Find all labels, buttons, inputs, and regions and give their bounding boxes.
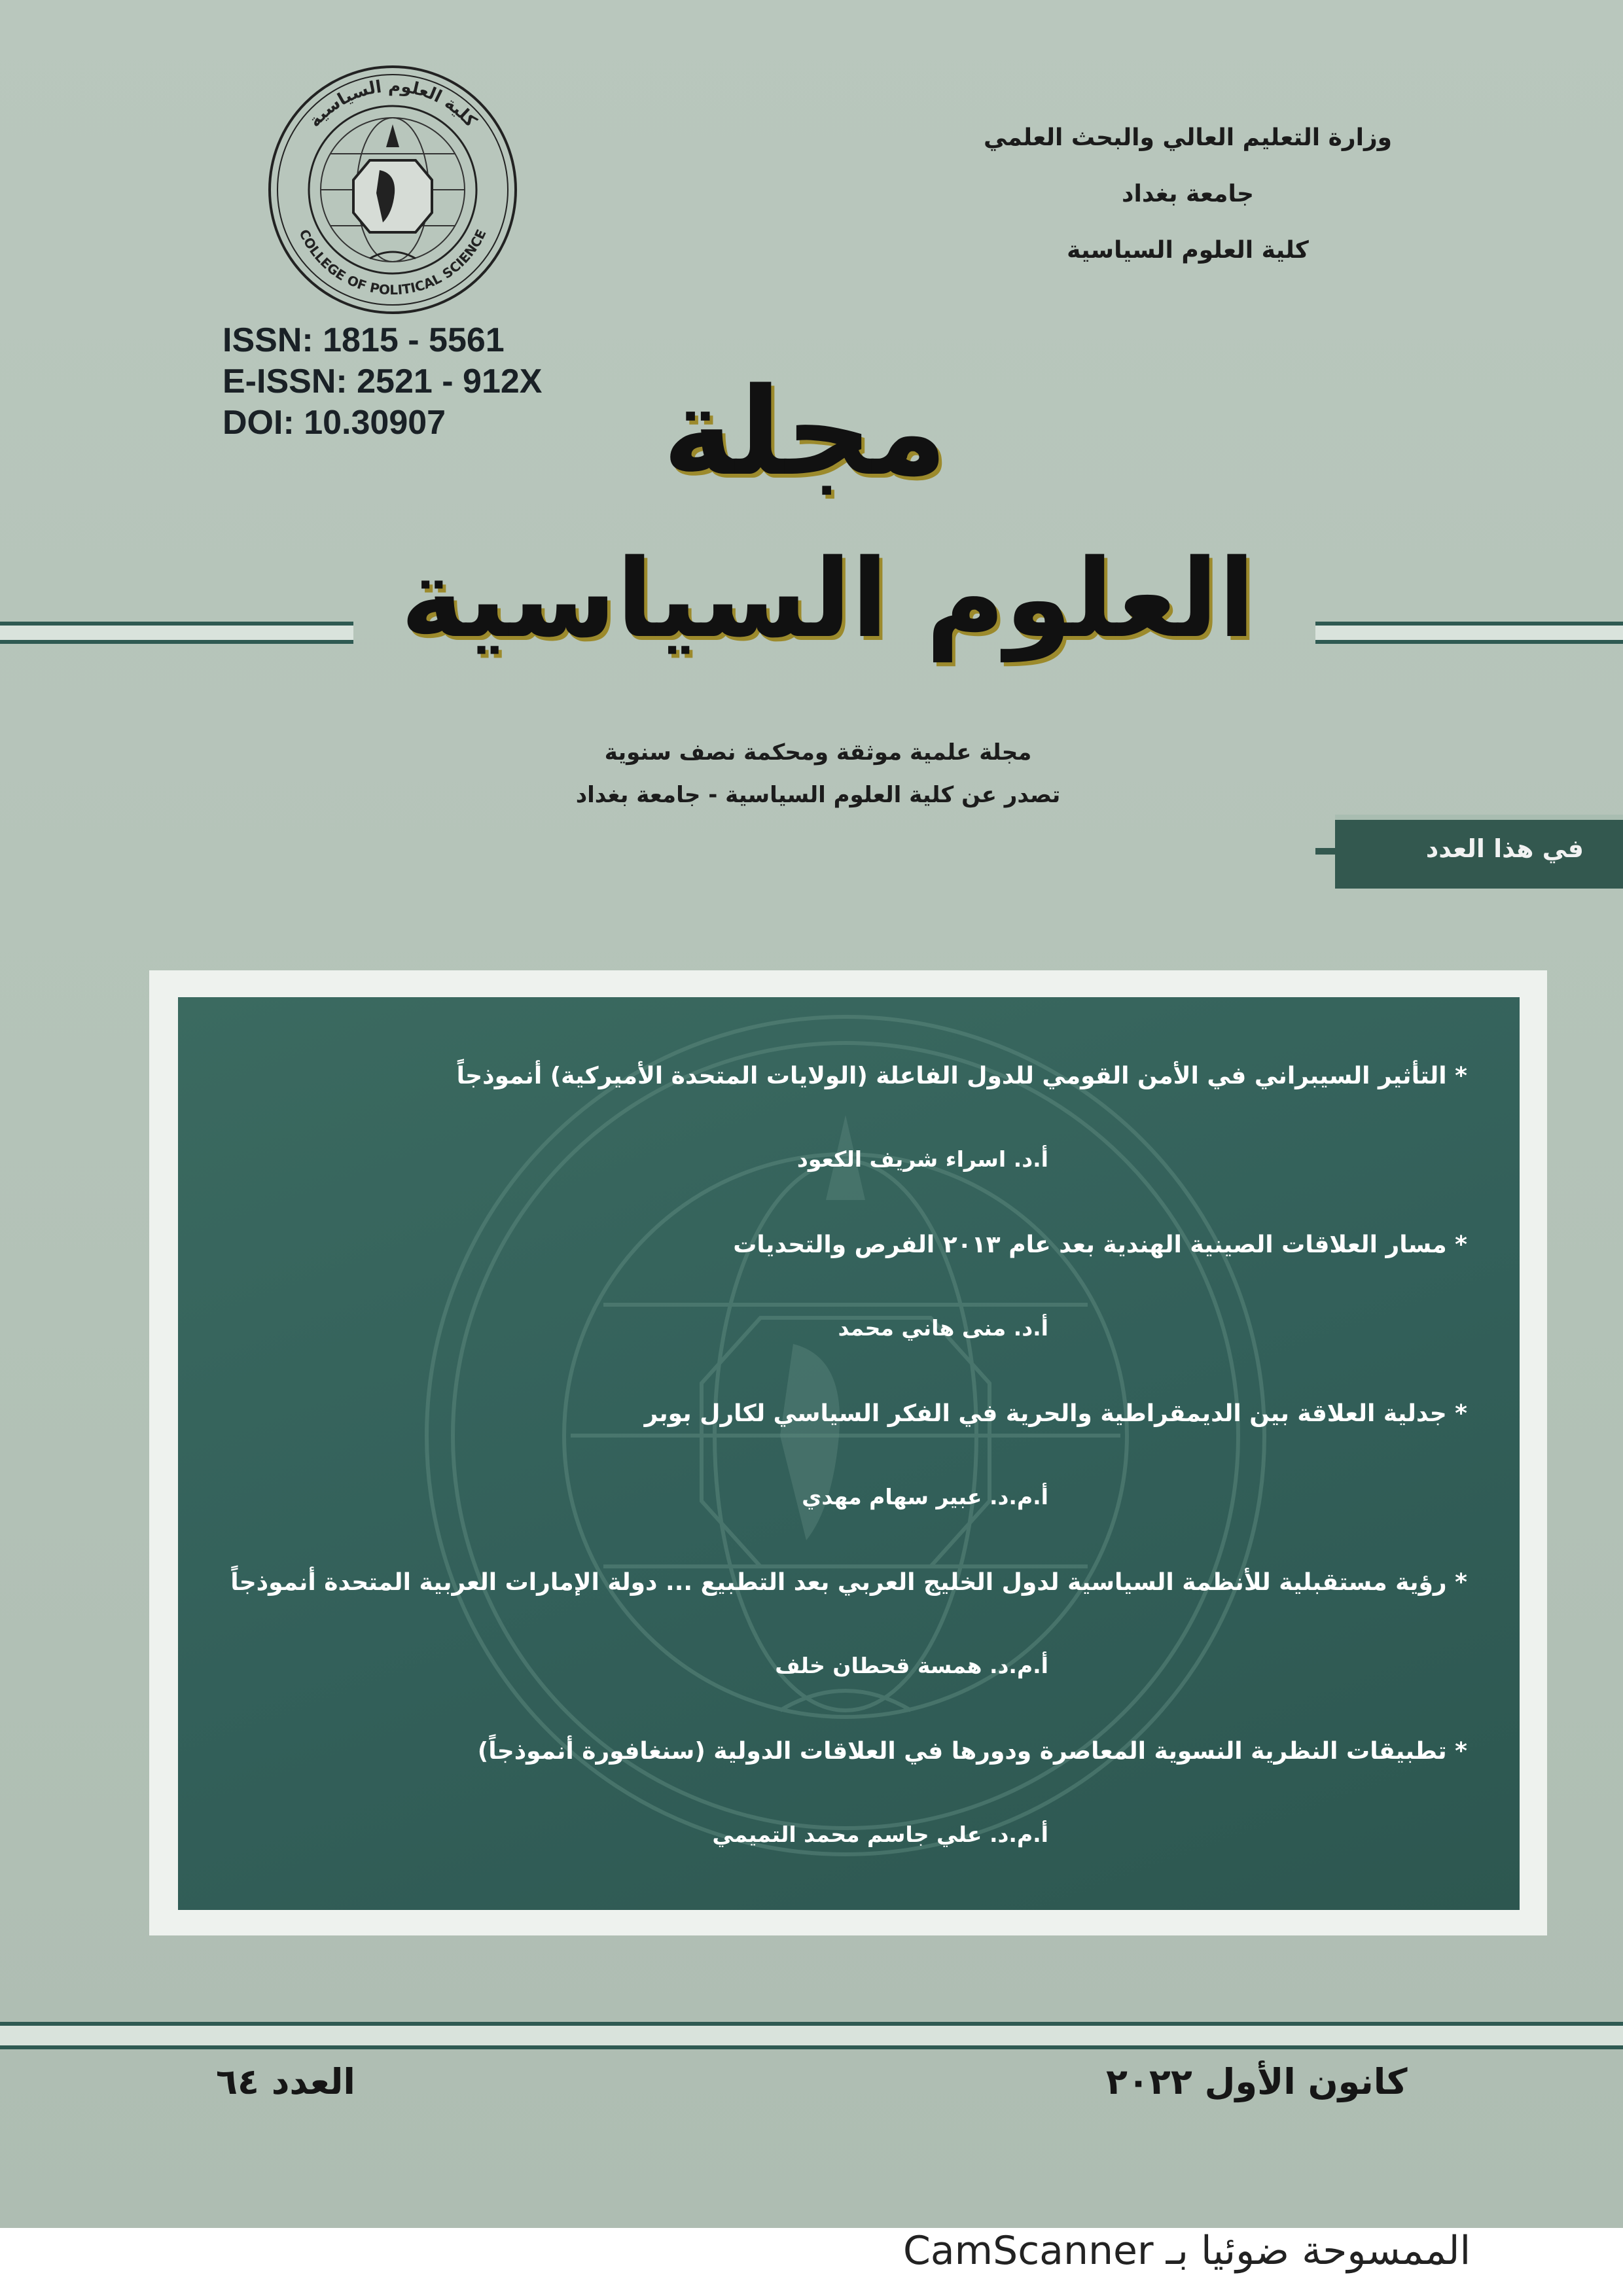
in-this-issue-tab bbox=[1335, 815, 1623, 889]
issue-date: كانون الأول ٢٠٢٢ bbox=[1106, 2061, 1408, 2102]
toc-entry bbox=[224, 1231, 1467, 1400]
article-author: أ.م.د. همسة قحطان خلف bbox=[775, 1653, 1048, 1678]
toc-entry bbox=[224, 1569, 1467, 1738]
article-title: * تطبيقات النظرية النسوية المعاصرة ودورها في العلاقات الدولية (سنغافورة أنموذجاً) bbox=[477, 1738, 1467, 1765]
eissn-number: E-ISSN: 2521 - 912X bbox=[223, 362, 543, 400]
article-author: أ.د. اسراء شريف الكعود bbox=[796, 1146, 1048, 1172]
svg-text:كلية العلوم السياسية: كلية العلوم السياسية bbox=[305, 76, 480, 132]
article-title: * مسار العلاقات الصينية الهندية بعد عام ٢٠١٣ الفرص والتحديات bbox=[733, 1231, 1467, 1258]
in-this-issue-label: في هذا العدد bbox=[1425, 834, 1584, 863]
issue-number: العدد ٦٤ bbox=[216, 2061, 355, 2102]
journal-title-line2: العلوم السياسية bbox=[400, 536, 1256, 662]
article-author: أ.د. منى هاني محمد bbox=[838, 1315, 1048, 1341]
title-rule-right bbox=[1315, 622, 1623, 644]
article-title: * التأثير السيبراني في الأمن القومي للدول الفاعلة (الولايات المتحدة الأميركية) أنموذجاً bbox=[456, 1063, 1467, 1089]
journal-subtitle: مجلة علمية موثقة ومحكمة نصف سنوية bbox=[604, 739, 1032, 766]
table-of-contents bbox=[224, 1063, 1467, 1907]
toc-entry bbox=[224, 1400, 1467, 1569]
journal-title-line1: مجلة bbox=[662, 361, 948, 503]
article-title: * جدلية العلاقة بين الديمقراطية والحرية في الفكر السياسي لكارل بوبر bbox=[644, 1400, 1467, 1427]
toc-entry bbox=[224, 1063, 1467, 1231]
university-name: جامعة بغداد bbox=[1122, 181, 1254, 207]
article-author: أ.م.د. علي جاسم محمد التميمي bbox=[712, 1822, 1048, 1847]
issue-tab-connector bbox=[1315, 848, 1335, 855]
article-title: * رؤية مستقبلية للأنظمة السياسية لدول الخليج العربي بعد التطبيع ... دولة الإمارات العربية المتحدة أنموذجاً bbox=[230, 1569, 1467, 1596]
contents-panel bbox=[178, 997, 1520, 1910]
svg-text:COLLEGE OF POLITICAL SCIENCE: COLLEGE OF POLITICAL SCIENCE bbox=[296, 226, 490, 298]
doi-prefix: DOI: 10.30907 bbox=[223, 404, 446, 442]
title-rule-left bbox=[0, 622, 353, 644]
toc-entry bbox=[224, 1738, 1467, 1907]
footer-rule bbox=[0, 2022, 1623, 2049]
journal-publisher-line: تصدر عن كلية العلوم السياسية - جامعة بغداد bbox=[575, 782, 1061, 808]
scanner-caption: الممسوحة ضوئيا بـ CamScanner bbox=[903, 2228, 1471, 2274]
article-author: أ.م.د. عبير سهام مهدي bbox=[802, 1484, 1048, 1510]
college-name: كلية العلوم السياسية bbox=[1067, 237, 1309, 264]
college-seal-logo bbox=[265, 62, 520, 317]
ministry-name: وزارة التعليم العالي والبحث العلمي bbox=[983, 124, 1393, 151]
issn-number: ISSN: 1815 - 5561 bbox=[223, 321, 505, 359]
issuer-block bbox=[893, 110, 1482, 279]
